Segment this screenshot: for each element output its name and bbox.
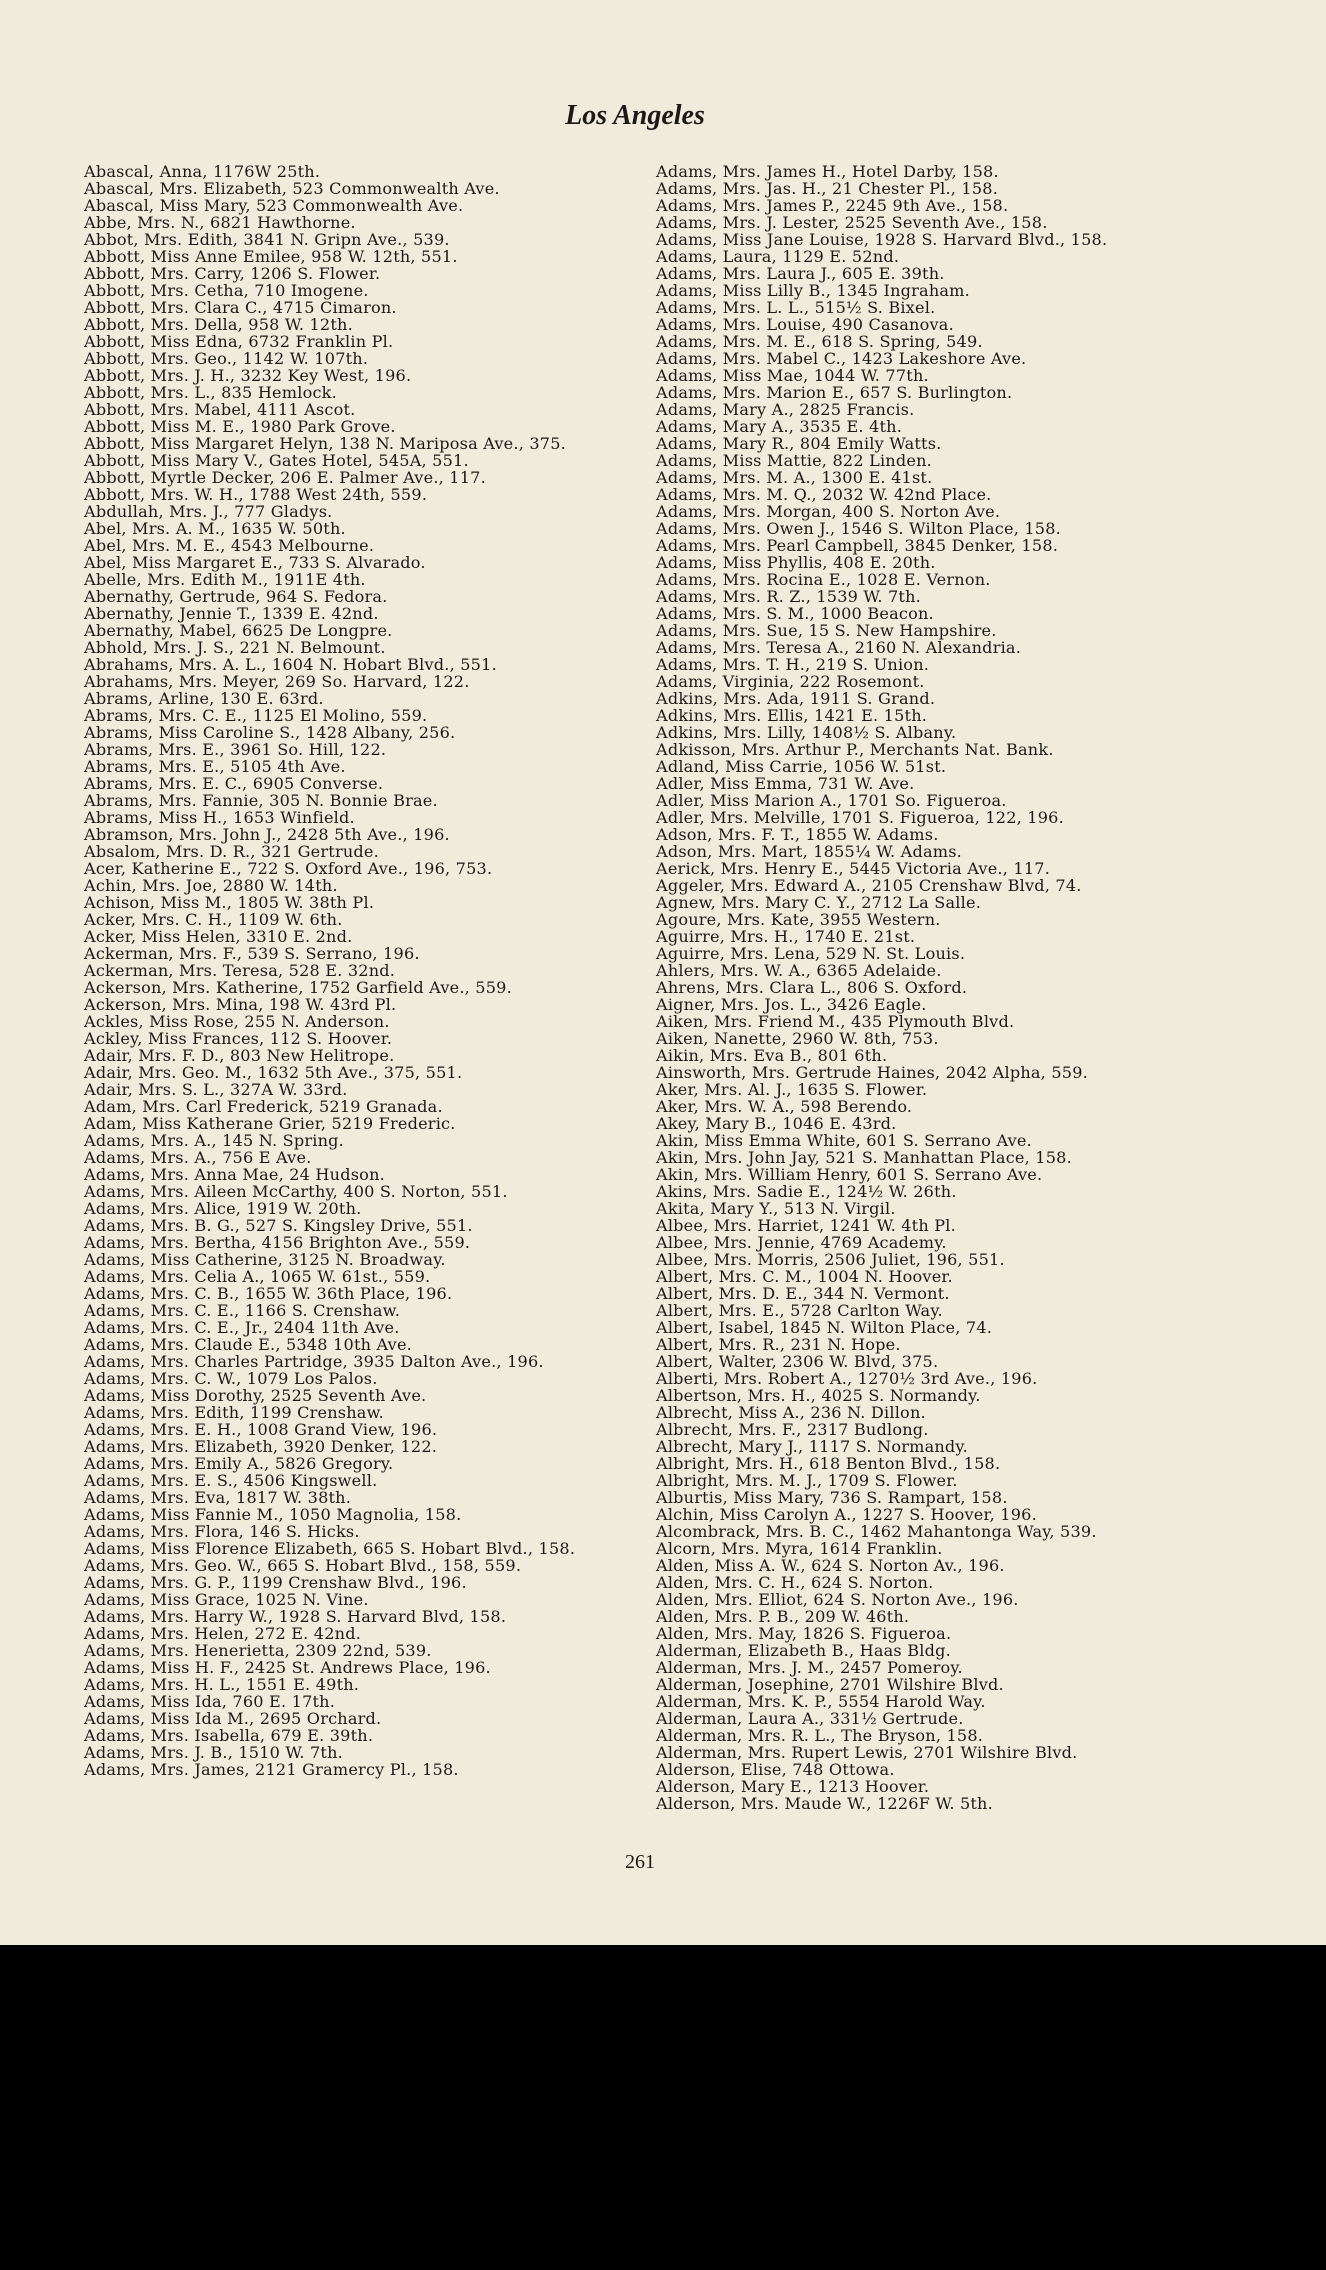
directory-entry: Alderman, Elizabeth B., Haas Bldg. bbox=[656, 1641, 951, 1660]
directory-entry: Adams, Mrs. E. H., 1008 Grand View, 196. bbox=[84, 1420, 438, 1439]
directory-entry: Albert, Mrs. D. E., 344 N. Vermont. bbox=[656, 1284, 950, 1303]
directory-entry: Aigner, Mrs. Jos. L., 3426 Eagle. bbox=[656, 995, 927, 1014]
directory-entry: Abrahams, Mrs. A. L., 1604 N. Hobart Blvd., 551. bbox=[84, 655, 497, 674]
directory-entry: Adson, Mrs. Mart, 1855¼ W. Adams. bbox=[656, 842, 962, 861]
directory-entry: Akin, Mrs. William Henry, 601 S. Serrano Ave. bbox=[656, 1165, 1043, 1184]
directory-entry: Abel, Mrs. M. E., 4543 Melbourne. bbox=[84, 536, 375, 555]
right-column bbox=[656, 163, 1201, 1812]
directory-entry: Adams, Miss Ida, 760 E. 17th. bbox=[84, 1692, 336, 1711]
directory-entry: Adams, Mrs. Mabel C., 1423 Lakeshore Ave. bbox=[656, 349, 1027, 368]
directory-entry: Abel, Mrs. A. M., 1635 W. 50th. bbox=[84, 519, 346, 538]
directory-entry: Adams, Mrs. B. G., 527 S. Kingsley Drive, 551. bbox=[84, 1216, 473, 1235]
directory-entry: Adams, Mrs. H. L., 1551 E. 49th. bbox=[84, 1675, 360, 1694]
directory-entry: Aikin, Mrs. Eva B., 801 6th. bbox=[656, 1046, 888, 1065]
directory-entry: Alden, Mrs. P. B., 209 W. 46th. bbox=[656, 1607, 910, 1626]
directory-entry: Alcorn, Mrs. Myra, 1614 Franklin. bbox=[656, 1539, 943, 1558]
directory-entry: Abbott, Mrs. J. H., 3232 Key West, 196. bbox=[84, 366, 412, 385]
directory-entry: Adams, Miss Jane Louise, 1928 S. Harvard Blvd., 158. bbox=[656, 230, 1108, 249]
directory-entry: Alburtis, Miss Mary, 736 S. Rampart, 158. bbox=[656, 1488, 1008, 1507]
directory-entry: Alderman, Mrs. R. L., The Bryson, 158. bbox=[656, 1726, 984, 1745]
directory-entry: Alderson, Mary E., 1213 Hoover. bbox=[656, 1777, 930, 1796]
directory-entry: Ainsworth, Mrs. Gertrude Haines, 2042 Alpha, 559. bbox=[656, 1063, 1088, 1082]
directory-entry: Alderson, Elise, 748 Ottowa. bbox=[656, 1760, 895, 1779]
directory-entry: Albright, Mrs. M. J., 1709 S. Flower. bbox=[656, 1471, 958, 1490]
directory-entry: Alden, Mrs. May, 1826 S. Figueroa. bbox=[656, 1624, 952, 1643]
directory-entry: Albrecht, Mrs. F., 2317 Budlong. bbox=[656, 1420, 929, 1439]
directory-entry: Abbott, Mrs. Della, 958 W. 12th. bbox=[84, 315, 353, 334]
directory-entry: Abrahams, Mrs. Meyer, 269 So. Harvard, 122. bbox=[84, 672, 470, 691]
directory-entry: Abbott, Mrs. L., 835 Hemlock. bbox=[84, 383, 337, 402]
directory-entry: Adams, Mrs. Geo. W., 665 S. Hobart Blvd., 158, 559. bbox=[84, 1556, 522, 1575]
directory-entry: Akita, Mary Y., 513 N. Virgil. bbox=[656, 1199, 896, 1218]
directory-entry: Abbott, Miss Anne Emilee, 958 W. 12th, 551. bbox=[84, 247, 458, 266]
directory-entry: Abbe, Mrs. N., 6821 Hawthorne. bbox=[84, 213, 356, 232]
directory-entry: Adams, Mrs. Emily A., 5826 Gregory. bbox=[84, 1454, 394, 1473]
directory-entry: Akin, Mrs. John Jay, 521 S. Manhattan Place, 158. bbox=[656, 1148, 1072, 1167]
directory-entry: Adams, Miss Catherine, 3125 N. Broadway. bbox=[84, 1250, 446, 1269]
directory-entry: Adams, Mrs. James, 2121 Gramercy Pl., 158. bbox=[84, 1760, 459, 1779]
directory-entry: Abrams, Mrs. E. C., 6905 Converse. bbox=[84, 774, 384, 793]
directory-entry: Adland, Miss Carrie, 1056 W. 51st. bbox=[656, 757, 947, 776]
directory-entry: Adams, Mrs. Aileen McCarthy, 400 S. Norton, 551. bbox=[84, 1182, 508, 1201]
directory-entry: Ackerman, Mrs. F., 539 S. Serrano, 196. bbox=[84, 944, 420, 963]
directory-entry: Adler, Mrs. Melville, 1701 S. Figueroa, 122, 196. bbox=[656, 808, 1064, 827]
directory-entry: Adams, Mrs. Owen J., 1546 S. Wilton Place, 158. bbox=[656, 519, 1061, 538]
directory-entry: Adams, Mrs. A., 145 N. Spring. bbox=[84, 1131, 344, 1150]
directory-entry: Aerick, Mrs. Henry E., 5445 Victoria Ave., 117. bbox=[656, 859, 1051, 878]
directory-entry: Abramson, Mrs. John J., 2428 5th Ave., 196. bbox=[84, 825, 450, 844]
directory-entry: Adams, Mrs. Harry W., 1928 S. Harvard Blvd, 158. bbox=[84, 1607, 507, 1626]
directory-entry: Abbott, Mrs. W. H., 1788 West 24th, 559. bbox=[84, 485, 428, 504]
directory-entry: Adams, Mrs. Rocina E., 1028 E. Vernon. bbox=[656, 570, 991, 589]
directory-entry: Adams, Mary A., 3535 E. 4th. bbox=[656, 417, 903, 436]
directory-entry: Albrecht, Miss A., 236 N. Dillon. bbox=[656, 1403, 926, 1422]
directory-entry: Adams, Mrs. Charles Partridge, 3935 Dalton Ave., 196. bbox=[84, 1352, 544, 1371]
directory-entry: Acer, Katherine E., 722 S. Oxford Ave., 196, 753. bbox=[84, 859, 493, 878]
directory-entry: Adams, Mrs. James P., 2245 9th Ave., 158. bbox=[656, 196, 1009, 215]
directory-entry: Abrams, Mrs. C. E., 1125 El Molino, 559. bbox=[84, 706, 428, 725]
directory-entry: Adams, Mrs. R. Z., 1539 W. 7th. bbox=[656, 587, 921, 606]
directory-entry: Adams, Mrs. C. B., 1655 W. 36th Place, 196. bbox=[84, 1284, 453, 1303]
directory-entry: Adam, Miss Katherane Grier, 5219 Frederic. bbox=[84, 1114, 456, 1133]
directory-entry: Adams, Mrs. Laura J., 605 E. 39th. bbox=[656, 264, 945, 283]
directory-entry: Adams, Mrs. Sue, 15 S. New Hampshire. bbox=[656, 621, 997, 640]
directory-entry: Abrams, Mrs. E., 5105 4th Ave. bbox=[84, 757, 346, 776]
directory-entry: Albert, Mrs. C. M., 1004 N. Hoover. bbox=[656, 1267, 953, 1286]
directory-entry: Adams, Mrs. Louise, 490 Casanova. bbox=[656, 315, 954, 334]
directory-entry: Adams, Mary R., 804 Emily Watts. bbox=[656, 434, 942, 453]
directory-entry: Akey, Mary B., 1046 E. 43rd. bbox=[656, 1114, 897, 1133]
directory-entry: Adams, Mrs. Jas. H., 21 Chester Pl., 158. bbox=[656, 179, 999, 198]
directory-entry: Ahrens, Mrs. Clara L., 806 S. Oxford. bbox=[656, 978, 968, 997]
directory-entry: Adkins, Mrs. Ada, 1911 S. Grand. bbox=[656, 689, 936, 708]
directory-entry: Aggeler, Mrs. Edward A., 2105 Crenshaw Blvd, 74. bbox=[656, 876, 1082, 895]
directory-entry: Agnew, Mrs. Mary C. Y., 2712 La Salle. bbox=[656, 893, 982, 912]
directory-entry: Abelle, Mrs. Edith M., 1911E 4th. bbox=[84, 570, 366, 589]
directory-entry: Abbott, Miss Mary V., Gates Hotel, 545A, 551. bbox=[84, 451, 469, 470]
directory-entry: Adams, Mrs. Henerietta, 2309 22nd, 539. bbox=[84, 1641, 432, 1660]
directory-entry: Agoure, Mrs. Kate, 3955 Western. bbox=[656, 910, 941, 929]
directory-entry: Abernathy, Jennie T., 1339 E. 42nd. bbox=[84, 604, 379, 623]
directory-entry: Adams, Mrs. J. Lester, 2525 Seventh Ave., 158. bbox=[656, 213, 1048, 232]
directory-entry: Absalom, Mrs. D. R., 321 Gertrude. bbox=[84, 842, 379, 861]
directory-entry: Abhold, Mrs. J. S., 221 N. Belmount. bbox=[84, 638, 386, 657]
directory-entry: Adams, Mrs. Alice, 1919 W. 20th. bbox=[84, 1199, 362, 1218]
directory-entry: Adams, Mrs. Eva, 1817 W. 38th. bbox=[84, 1488, 352, 1507]
directory-entry: Abbot, Mrs. Edith, 3841 N. Gripn Ave., 539. bbox=[84, 230, 450, 249]
directory-entry: Adams, Mrs. Anna Mae, 24 Hudson. bbox=[84, 1165, 385, 1184]
directory-entry: Alderson, Mrs. Maude W., 1226F W. 5th. bbox=[656, 1794, 993, 1813]
directory-entry: Abrams, Arline, 130 E. 63rd. bbox=[84, 689, 324, 708]
directory-entry: Albert, Mrs. E., 5728 Carlton Way. bbox=[656, 1301, 943, 1320]
directory-entry: Adams, Mrs. T. H., 219 S. Union. bbox=[656, 655, 930, 674]
directory-entry: Abrams, Miss Caroline S., 1428 Albany, 256. bbox=[84, 723, 456, 742]
directory-entry: Abascal, Mrs. Elizabeth, 523 Commonwealth Ave. bbox=[84, 179, 500, 198]
directory-entry: Acker, Mrs. C. H., 1109 W. 6th. bbox=[84, 910, 343, 929]
directory-entry: Albert, Isabel, 1845 N. Wilton Place, 74. bbox=[656, 1318, 993, 1337]
directory-entry: Ackerson, Mrs. Katherine, 1752 Garfield Ave., 559. bbox=[84, 978, 512, 997]
directory-entry: Adams, Mrs. L. L., 515½ S. Bixel. bbox=[656, 298, 936, 317]
directory-entry: Adams, Mrs. Marion E., 657 S. Burlington. bbox=[656, 383, 1013, 402]
directory-entry: Alderman, Mrs. Rupert Lewis, 2701 Wilshire Blvd. bbox=[656, 1743, 1078, 1762]
directory-entry: Adams, Mrs. A., 756 E Ave. bbox=[84, 1148, 312, 1167]
directory-entry: Albrecht, Mary J., 1117 S. Normandy. bbox=[656, 1437, 968, 1456]
directory-entry: Adams, Miss Mae, 1044 W. 77th. bbox=[656, 366, 929, 385]
directory-entry: Adair, Mrs. S. L., 327A W. 33rd. bbox=[84, 1080, 348, 1099]
directory-entry: Adams, Mrs. E. S., 4506 Kingswell. bbox=[84, 1471, 378, 1490]
directory-entry: Alden, Mrs. Elliot, 624 S. Norton Ave., 196. bbox=[656, 1590, 1019, 1609]
directory-entry: Ackerman, Mrs. Teresa, 528 E. 32nd. bbox=[84, 961, 396, 980]
directory-entry: Adams, Miss Lilly B., 1345 Ingraham. bbox=[656, 281, 970, 300]
directory-entry: Abascal, Miss Mary, 523 Commonwealth Ave. bbox=[84, 196, 464, 215]
directory-entry: Alcombrack, Mrs. B. C., 1462 Mahantonga Way, 539. bbox=[656, 1522, 1097, 1541]
directory-entry: Alden, Mrs. C. H., 624 S. Norton. bbox=[656, 1573, 934, 1592]
directory-entry: Alderman, Mrs. K. P., 5554 Harold Way. bbox=[656, 1692, 986, 1711]
directory-entry: Ackerson, Mrs. Mina, 198 W. 43rd Pl. bbox=[84, 995, 397, 1014]
directory-entry: Ackles, Miss Rose, 255 N. Anderson. bbox=[84, 1012, 390, 1031]
directory-entry: Abascal, Anna, 1176W 25th. bbox=[84, 162, 321, 181]
directory-entry: Aker, Mrs. W. A., 598 Berendo. bbox=[656, 1097, 913, 1116]
directory-entry: Albee, Mrs. Morris, 2506 Juliet, 196, 551. bbox=[656, 1250, 1005, 1269]
directory-entry: Alden, Miss A. W., 624 S. Norton Av., 196. bbox=[656, 1556, 1005, 1575]
directory-entry: Adams, Mrs. Claude E., 5348 10th Ave. bbox=[84, 1335, 412, 1354]
directory-entry: Aiken, Mrs. Friend M., 435 Plymouth Blvd. bbox=[656, 1012, 1015, 1031]
directory-entry: Abernathy, Gertrude, 964 S. Fedora. bbox=[84, 587, 388, 606]
directory-entry: Abbott, Mrs. Mabel, 4111 Ascot. bbox=[84, 400, 356, 419]
directory-entry: Adams, Laura, 1129 E. 52nd. bbox=[656, 247, 900, 266]
directory-entry: Alchin, Miss Carolyn A., 1227 S. Hoover, 196. bbox=[656, 1505, 1037, 1524]
directory-entry: Adams, Mrs. Elizabeth, 3920 Denker, 122. bbox=[84, 1437, 438, 1456]
directory-entry: Adkins, Mrs. Lilly, 1408½ S. Albany. bbox=[656, 723, 957, 742]
directory-entry: Alberti, Mrs. Robert A., 1270½ 3rd Ave., 196. bbox=[656, 1369, 1038, 1388]
directory-entry: Abdullah, Mrs. J., 777 Gladys. bbox=[84, 502, 333, 521]
directory-entry: Abel, Miss Margaret E., 733 S. Alvarado. bbox=[84, 553, 426, 572]
left-column bbox=[84, 163, 626, 1778]
directory-entry: Adams, Virginia, 222 Rosemont. bbox=[656, 672, 925, 691]
directory-entry: Adams, Mrs. Helen, 272 E. 42nd. bbox=[84, 1624, 362, 1643]
directory-entry: Abbott, Mrs. Geo., 1142 W. 107th. bbox=[84, 349, 369, 368]
directory-entry: Akin, Miss Emma White, 601 S. Serrano Ave. bbox=[656, 1131, 1032, 1150]
directory-entry: Adams, Mrs. C. E., Jr., 2404 11th Ave. bbox=[84, 1318, 400, 1337]
directory-entry: Abrams, Mrs. E., 3961 So. Hill, 122. bbox=[84, 740, 387, 759]
directory-entry: Albert, Mrs. R., 231 N. Hope. bbox=[656, 1335, 901, 1354]
directory-entry: Adams, Mrs. Teresa A., 2160 N. Alexandria. bbox=[656, 638, 1022, 657]
directory-entry: Adams, Mrs. G. P., 1199 Crenshaw Blvd., 196. bbox=[84, 1573, 467, 1592]
directory-entry: Abbott, Mrs. Clara C., 4715 Cimaron. bbox=[84, 298, 397, 317]
directory-entry: Adams, Mrs. J. B., 1510 W. 7th. bbox=[84, 1743, 343, 1762]
directory-entry: Adams, Miss Ida M., 2695 Orchard. bbox=[84, 1709, 382, 1728]
directory-entry: Adams, Mary A., 2825 Francis. bbox=[656, 400, 915, 419]
directory-entry: Adams, Mrs. Edith, 1199 Crenshaw. bbox=[84, 1403, 384, 1422]
directory-entry: Adams, Miss Grace, 1025 N. Vine. bbox=[84, 1590, 369, 1609]
directory-entry: Adams, Mrs. Morgan, 400 S. Norton Ave. bbox=[656, 502, 1001, 521]
directory-entry: Adam, Mrs. Carl Frederick, 5219 Granada. bbox=[84, 1097, 443, 1116]
directory-entry: Ahlers, Mrs. W. A., 6365 Adelaide. bbox=[656, 961, 942, 980]
directory-entry: Adams, Miss Florence Elizabeth, 665 S. Hobart Blvd., 158. bbox=[84, 1539, 576, 1558]
directory-entry: Albright, Mrs. H., 618 Benton Blvd., 158. bbox=[656, 1454, 1001, 1473]
directory-entry: Adams, Mrs. Flora, 146 S. Hicks. bbox=[84, 1522, 360, 1541]
directory-entry: Adams, Mrs. M. E., 618 S. Spring, 549. bbox=[656, 332, 983, 351]
directory-entry: Adams, Miss Phyllis, 408 E. 20th. bbox=[656, 553, 936, 572]
directory-entry: Abbott, Mrs. Cetha, 710 Imogene. bbox=[84, 281, 369, 300]
directory-entry: Adson, Mrs. F. T., 1855 W. Adams. bbox=[656, 825, 939, 844]
directory-entry: Adams, Mrs. S. M., 1000 Beacon. bbox=[656, 604, 934, 623]
directory-entry: Adams, Mrs. C. W., 1079 Los Palos. bbox=[84, 1369, 378, 1388]
page-title: Los Angeles bbox=[565, 100, 705, 131]
directory-entry: Adler, Miss Emma, 731 W. Ave. bbox=[656, 774, 915, 793]
directory-entry: Achin, Mrs. Joe, 2880 W. 14th. bbox=[84, 876, 338, 895]
directory-entry: Abbott, Mrs. Carry, 1206 S. Flower. bbox=[84, 264, 381, 283]
page-number: 261 bbox=[625, 1851, 655, 1873]
directory-entry: Adams, Miss Dorothy, 2525 Seventh Ave. bbox=[84, 1386, 427, 1405]
directory-entry: Abbott, Myrtle Decker, 206 E. Palmer Ave., 117. bbox=[84, 468, 486, 487]
directory-entry: Alderman, Josephine, 2701 Wilshire Blvd. bbox=[656, 1675, 1004, 1694]
directory-entry: Aker, Mrs. Al. J., 1635 S. Flower. bbox=[656, 1080, 928, 1099]
directory-entry: Adams, Mrs. James H., Hotel Darby, 158. bbox=[656, 162, 999, 181]
directory-entry: Abernathy, Mabel, 6625 De Longpre. bbox=[84, 621, 393, 640]
directory-entry: Adams, Mrs. C. E., 1166 S. Crenshaw. bbox=[84, 1301, 401, 1320]
directory-entry: Abbott, Miss Edna, 6732 Franklin Pl. bbox=[84, 332, 394, 351]
directory-entry: Ackley, Miss Frances, 112 S. Hoover. bbox=[84, 1029, 393, 1048]
directory-entry: Adkins, Mrs. Ellis, 1421 E. 15th. bbox=[656, 706, 928, 725]
directory-entry: Albee, Mrs. Harriet, 1241 W. 4th Pl. bbox=[656, 1216, 956, 1235]
directory-entry: Alderman, Mrs. J. M., 2457 Pomeroy. bbox=[656, 1658, 963, 1677]
directory-entry: Aiken, Nanette, 2960 W. 8th, 753. bbox=[656, 1029, 939, 1048]
directory-entry: Abbott, Miss M. E., 1980 Park Grove. bbox=[84, 417, 396, 436]
directory-entry: Albee, Mrs. Jennie, 4769 Academy. bbox=[656, 1233, 947, 1252]
directory-entry: Abrams, Mrs. Fannie, 305 N. Bonnie Brae. bbox=[84, 791, 438, 810]
directory-entry: Adams, Miss Mattie, 822 Linden. bbox=[656, 451, 932, 470]
directory-entry: Albert, Walter, 2306 W. Blvd, 375. bbox=[656, 1352, 939, 1371]
directory-entry: Adams, Mrs. Celia A., 1065 W. 61st., 559. bbox=[84, 1267, 431, 1286]
directory-entry: Adair, Mrs. Geo. M., 1632 5th Ave., 375, 551. bbox=[84, 1063, 463, 1082]
directory-entry: Achison, Miss M., 1805 W. 38th Pl. bbox=[84, 893, 375, 912]
directory-entry: Acker, Miss Helen, 3310 E. 2nd. bbox=[84, 927, 353, 946]
directory-entry: Adkisson, Mrs. Arthur P., Merchants Nat. Bank. bbox=[656, 740, 1054, 759]
directory-entry: Adams, Mrs. Bertha, 4156 Brighton Ave., 559. bbox=[84, 1233, 471, 1252]
directory-entry: Akins, Mrs. Sadie E., 124½ W. 26th. bbox=[656, 1182, 957, 1201]
directory-entry: Alderman, Laura A., 331½ Gertrude. bbox=[656, 1709, 964, 1728]
directory-entry: Albertson, Mrs. H., 4025 S. Normandy. bbox=[656, 1386, 981, 1405]
directory-entry: Adams, Mrs. M. A., 1300 E. 41st. bbox=[656, 468, 933, 487]
directory-entry: Adams, Mrs. M. Q., 2032 W. 42nd Place. bbox=[656, 485, 992, 504]
directory-entry: Adams, Miss H. F., 2425 St. Andrews Place, 196. bbox=[84, 1658, 491, 1677]
directory-entry: Abrams, Miss H., 1653 Winfield. bbox=[84, 808, 355, 827]
directory-entry: Adair, Mrs. F. D., 803 New Helitrope. bbox=[84, 1046, 395, 1065]
directory-entry: Aguirre, Mrs. H., 1740 E. 21st. bbox=[656, 927, 916, 946]
directory-entry: Adams, Miss Fannie M., 1050 Magnolia, 158. bbox=[84, 1505, 462, 1524]
directory-entry: Adams, Mrs. Isabella, 679 E. 39th. bbox=[84, 1726, 374, 1745]
directory-entry: Abbott, Miss Margaret Helyn, 138 N. Mariposa Ave., 375. bbox=[84, 434, 566, 453]
directory-entry: Aguirre, Mrs. Lena, 529 N. St. Louis. bbox=[656, 944, 966, 963]
directory-entry: Adler, Miss Marion A., 1701 So. Figueroa. bbox=[656, 791, 1007, 810]
directory-entry: Adams, Mrs. Pearl Campbell, 3845 Denker, 158. bbox=[656, 536, 1059, 555]
